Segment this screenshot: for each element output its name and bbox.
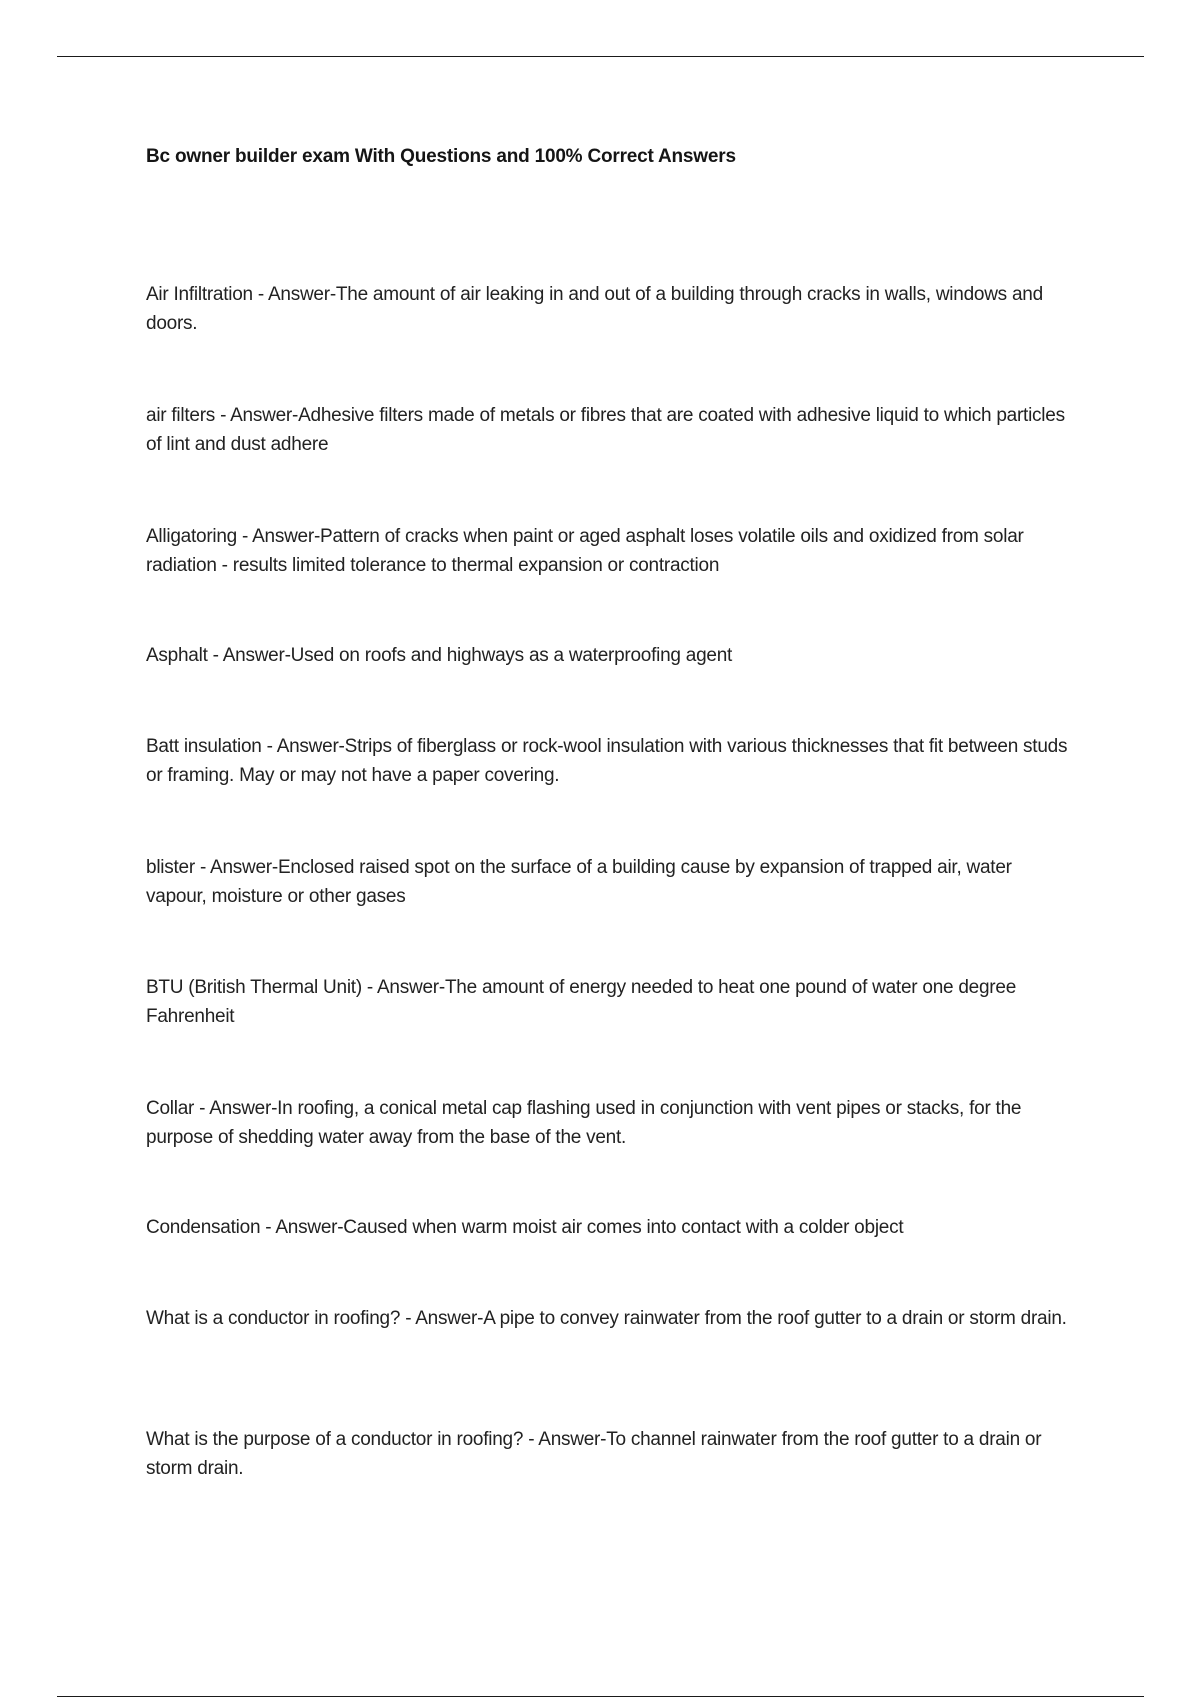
qa-separator: - Answer- — [523, 1429, 607, 1450]
qa-answer: A pipe to convey rainwater from the roof gutter to a drain or storm drain. — [483, 1308, 1067, 1329]
qa-separator: - Answer- — [194, 1098, 278, 1119]
qa-separator: - Answer- — [194, 857, 278, 878]
qa-separator: - Answer- — [400, 1308, 484, 1329]
qa-entry-alligatoring — [146, 523, 1076, 580]
qa-separator: - Answer- — [207, 645, 291, 666]
qa-answer: Strips of fiberglass or rock-wool insulation with various thicknesses that fit between studs or framing. May or may not have a paper covering. — [146, 736, 1068, 786]
qa-separator: - Answer- — [261, 736, 345, 757]
qa-term: BTU (British Thermal Unit) — [146, 977, 362, 998]
qa-entry-blister — [146, 854, 1076, 911]
qa-entry-conductor — [146, 1305, 1076, 1334]
qa-term: air filters — [146, 405, 216, 426]
qa-answer: Caused when warm moist air comes into contact with a colder object — [343, 1217, 904, 1238]
footer-rule — [57, 1696, 1144, 1697]
qa-separator: - Answer- — [252, 284, 336, 305]
qa-term: What is a conductor in roofing? — [146, 1308, 401, 1329]
qa-answer: To channel rainwater from the roof gutter to a drain or storm drain. — [146, 1429, 1042, 1479]
qa-term: Collar — [146, 1098, 195, 1119]
qa-entry-btu — [146, 974, 1076, 1031]
qa-entry-air-filters — [146, 402, 1076, 459]
qa-separator: - Answer- — [237, 526, 321, 547]
qa-entry-collar — [146, 1095, 1076, 1152]
qa-term: Alligatoring — [146, 526, 237, 547]
qa-term: blister — [146, 857, 195, 878]
qa-entry-batt-insulation — [146, 733, 1076, 790]
qa-answer: Pattern of cracks when paint or aged asphalt loses volatile oils and oxidized from solar radiation - results limited tolerance to thermal expansion or contraction — [146, 526, 1024, 576]
qa-term: What is the purpose of a conductor in roofing? — [146, 1429, 524, 1450]
header-rule — [57, 56, 1144, 57]
qa-separator: - Answer- — [215, 405, 299, 426]
qa-answer: The amount of energy needed to heat one pound of water one degree Fahrenheit — [146, 977, 1017, 1027]
qa-answer: Adhesive filters made of metals or fibres that are coated with adhesive liquid to which particles of lint and dust adhere — [146, 405, 1065, 455]
qa-entry-condensation — [146, 1214, 1076, 1243]
qa-term: Condensation — [146, 1217, 261, 1238]
qa-answer: Used on roofs and highways as a waterproofing agent — [290, 645, 733, 666]
qa-separator: - Answer- — [260, 1217, 344, 1238]
qa-separator: - Answer- — [361, 977, 445, 998]
qa-entry-air-infiltration — [146, 281, 1076, 338]
qa-answer: In roofing, a conical metal cap flashing used in conjunction with vent pipes or stacks, for the purpose of shedding water away from the base of the vent. — [146, 1098, 1022, 1148]
qa-term: Asphalt — [146, 645, 208, 666]
qa-term: Air Infiltration — [146, 284, 253, 305]
qa-term: Batt insulation — [146, 736, 262, 757]
qa-answer: The amount of air leaking in and out of a building through cracks in walls, windows and doors. — [146, 284, 1043, 334]
qa-entry-asphalt — [146, 642, 1076, 671]
qa-answer: Enclosed raised spot on the surface of a building cause by expansion of trapped air, water vapour, moisture or other gases — [146, 857, 1012, 907]
document-title: Bc owner builder exam With Questions and 100% Correct Answers — [146, 146, 736, 167]
qa-entry-conductor-purpose — [146, 1426, 1076, 1483]
